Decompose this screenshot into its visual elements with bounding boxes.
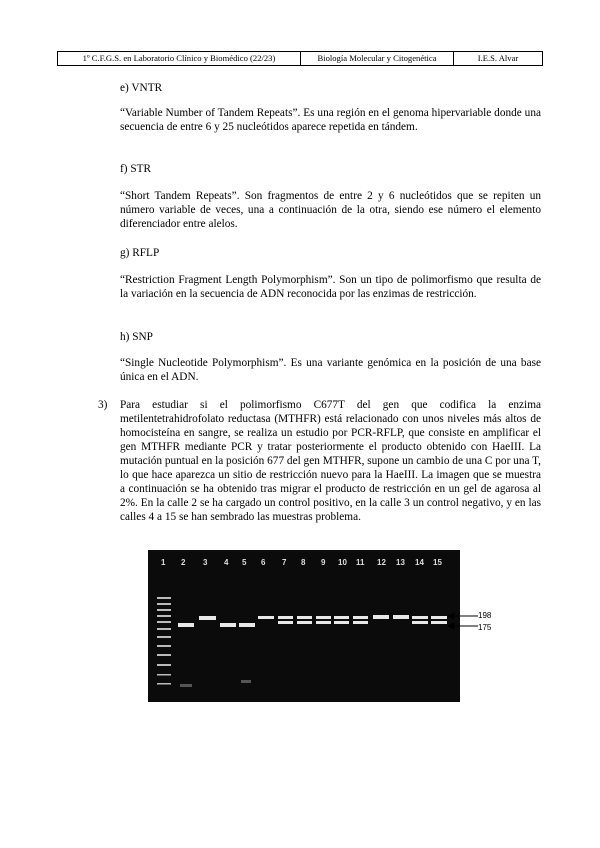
item-text-snp: “Single Nucleotide Polymorphism”. Es una variante genómica en la posición de una base única en el ADN. (120, 357, 541, 383)
lane-label: 6 (261, 558, 266, 567)
band-label-lower: 175 (478, 623, 492, 632)
item-heading-rflp: g) RFLP (120, 247, 160, 259)
lane-label: 5 (242, 558, 247, 567)
lane-label: 4 (224, 558, 229, 567)
gel-image (148, 550, 460, 702)
lane-label: 15 (433, 558, 442, 567)
item-heading-snp: h) SNP (120, 331, 153, 343)
item-text-str: “Short Tandem Repeats”. Son fragmentos de entre 2 y 6 nucleótidos que se repiten un número variable de veces, una a continuación de la otra, siendo ese número el elemento diferenciador entre alelos. (120, 190, 541, 230)
lane-label: 3 (203, 558, 208, 567)
lane-label: 14 (415, 558, 424, 567)
page-header (57, 51, 543, 66)
item-text-rflp: “Restriction Fragment Length Polymorphism”. Son un tipo de polimorfismo que resulta de la variación en la secuencia de ADN reconocida por las enzimas de restricción. (120, 274, 541, 300)
lane-label: 2 (181, 558, 186, 567)
header-course: 1º C.F.G.S. en Laboratorio Clínico y Biomédico (22/23) (58, 52, 301, 65)
item-text-vntr: “Variable Number of Tandem Repeats”. Es una región en el genoma hipervariable donde una secuencia de entre 6 y 25 nucleótidos aparece repetida en tándem. (120, 107, 541, 133)
band-arrows (446, 610, 480, 632)
question-text: Para estudiar si el polimorfismo C677T del gen que codifica la enzima metilentetrahidrofolato reductasa (MTHFR) está relacionado con unos niveles más altos de homocisteína en sangre, se realiza un estudio por PCR-RFLP, que consiste en amplificar el gen MTHFR mediante PCR y tratar posteriormente el producto obtenido con HaeIII. La mutación puntual en la posición 677 del gen MTHFR, supone un cambio de una C por una T, lo que hace aparezca un sitio de restricción nuevo para la HaeIII. La imagen que se muestra a continuación se ha obtenido tras migrar el producto de restricción en un gel de agarosa al 2%. En la calle 2 se ha cargado un control positivo, en la calle 3 un control negativo, y en las calles 4 a 15 se han sembrado las muestras problema. (120, 399, 541, 523)
gel-svg (148, 550, 460, 702)
lane-label: 8 (301, 558, 306, 567)
lane-label: 1 (161, 558, 166, 567)
lane-label: 10 (338, 558, 347, 567)
question-number: 3) (98, 399, 108, 411)
lane-label: 9 (321, 558, 326, 567)
lane-label: 13 (396, 558, 405, 567)
header-subject: Biología Molecular y Citogenética (301, 52, 454, 65)
header-school: I.E.S. Alvar (477, 53, 519, 63)
item-heading-vntr: e) VNTR (120, 82, 163, 94)
lane-label: 11 (356, 558, 365, 567)
lane-label: 7 (282, 558, 287, 567)
lane-label: 12 (377, 558, 386, 567)
item-heading-str: f) STR (120, 163, 152, 175)
band-label-upper: 198 (478, 611, 492, 620)
